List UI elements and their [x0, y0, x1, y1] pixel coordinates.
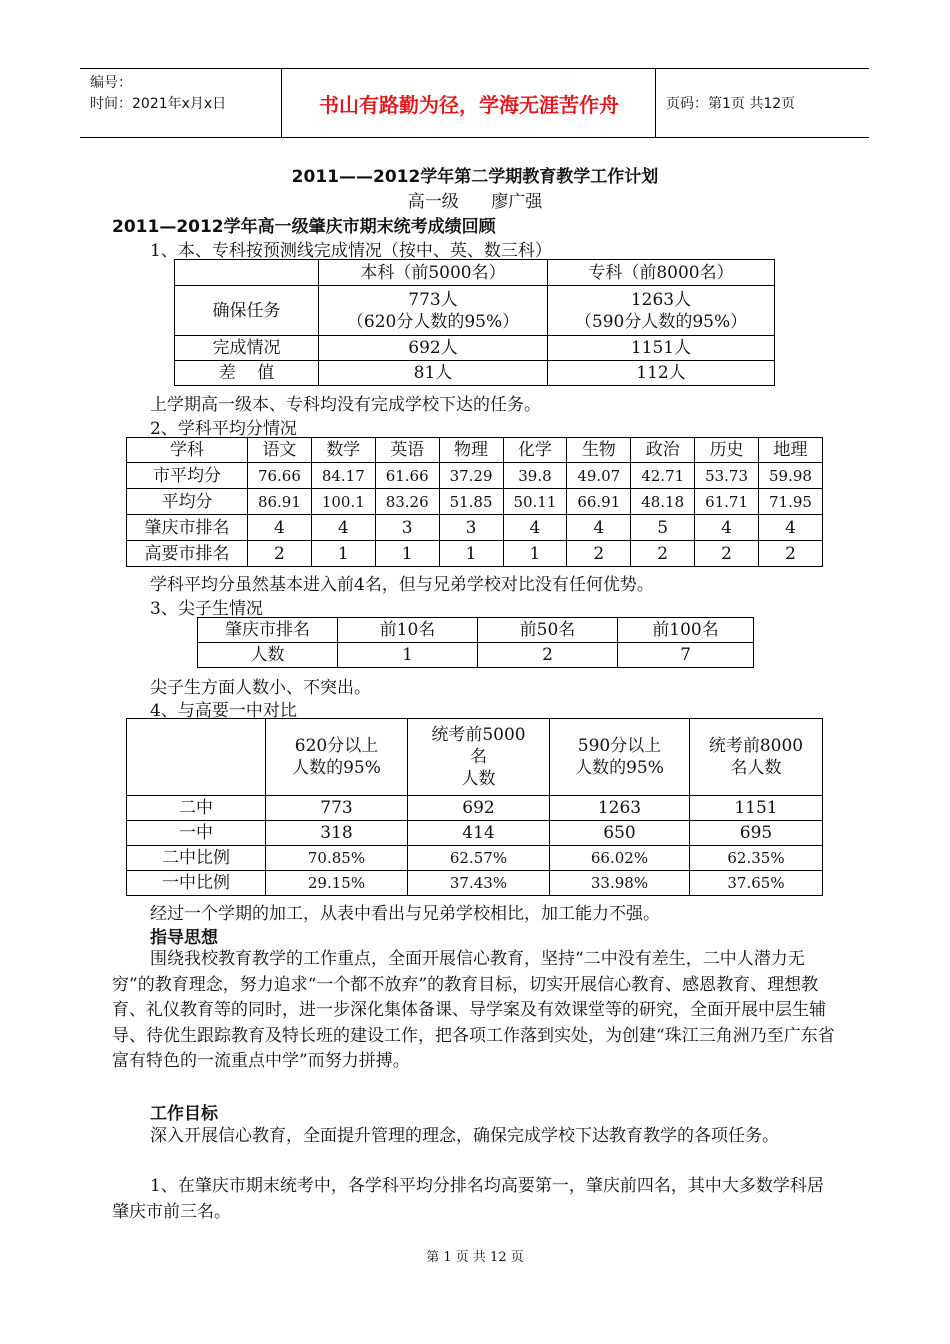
table-row [127, 871, 823, 896]
s3-head-cell: 肇庆市排名 [198, 618, 338, 643]
s4-cell: 33.98% [550, 871, 690, 896]
s4-row-label: 一中比例 [127, 871, 266, 896]
s4-table [126, 718, 823, 896]
s4-heading: 4、与高要一中对比 [150, 701, 297, 721]
s4-cell: 695 [690, 821, 823, 846]
s1-col1: 本科（前5000名） [319, 260, 548, 286]
s2-head-cell: 数学 [311, 438, 375, 463]
goal-heading: 工作目标 [150, 1104, 218, 1124]
s4-cell: 650 [550, 821, 690, 846]
s2-cell: 37.29 [439, 463, 503, 489]
goal-paragraph-2: 1、在肇庆市期末统考中，各学科平均分排名均高要第一，肇庆前四名，其中大多数学科居肇庆市前三名。 [112, 1176, 824, 1222]
header-meta [80, 69, 282, 137]
s2-cell: 2 [759, 541, 823, 567]
s2-cell: 4 [248, 515, 312, 541]
table-row [127, 846, 823, 871]
s2-cell: 71.95 [759, 489, 823, 515]
time-label: 时间：2021年x月x日 [90, 96, 227, 112]
s2-cell: 83.26 [375, 489, 439, 515]
s1-task2: 1263人 [630, 289, 692, 310]
s3-note: 尖子生方面人数小、不突出。 [150, 678, 371, 698]
s1-col2: 专科（前8000名） [548, 260, 775, 286]
s4-note: 经过一个学期的加工，从表中看出与兄弟学校相比，加工能力不强。 [150, 904, 660, 924]
s2-cell: 86.91 [248, 489, 312, 515]
section-review-heading: 2011—2012学年高一级肇庆市期末统考成绩回顾 [112, 217, 496, 237]
s1-row-diff: 差 值 [175, 361, 319, 386]
s4-cell: 37.43% [408, 871, 550, 896]
header-motto: 书山有路勤为径，学海无涯苦作舟 [283, 69, 656, 137]
code-label: 编号： [90, 75, 132, 91]
s4-row-label: 二中 [127, 796, 266, 821]
s2-head-cell: 生物 [567, 438, 631, 463]
document-subtitle: 高一级 廖广强 [407, 192, 543, 212]
s2-head-cell: 历史 [695, 438, 759, 463]
s2-cell: 61.71 [695, 489, 759, 515]
s1-note: 上学期高一级本、专科均没有完成学校下达的任务。 [150, 395, 541, 415]
s1-task1-cell [319, 286, 548, 336]
s1-task1-note: （620分人数的95%） [346, 311, 520, 332]
s3-head-cell: 前50名 [478, 618, 618, 643]
s2-row-label: 高要市排名 [127, 541, 248, 567]
page-footer: 第 1 页 共 12 页 [426, 1250, 524, 1265]
s2-cell: 100.1 [311, 489, 375, 515]
s2-cell: 3 [439, 515, 503, 541]
s4-cell: 29.15% [266, 871, 408, 896]
s4-head-620 [266, 719, 408, 796]
s2-cell: 3 [375, 515, 439, 541]
s2-head-cell: 化学 [503, 438, 567, 463]
s4-cell: 62.35% [690, 846, 823, 871]
s4-head-text: 统考前8000 [708, 736, 804, 756]
s2-cell: 1 [311, 541, 375, 567]
s1-diff1: 81人 [319, 361, 548, 386]
table-row [127, 515, 823, 541]
document-title: 2011——2012学年第二学期教育教学工作计划 [291, 167, 659, 187]
s3-cell: 1 [338, 643, 478, 668]
header-page-info: 页码：第1页 共12页 [666, 96, 796, 112]
s3-table [197, 617, 754, 668]
s1-task1: 773人 [408, 289, 458, 310]
s1-task2-cell [548, 286, 775, 336]
goal-paragraph-1: 深入开展信心教育，全面提升管理的理念，确保完成学校下达教育教学的各项任务。 [150, 1126, 779, 1146]
s1-task2-note: （590分人数的95%） [574, 311, 748, 332]
s2-head-cell: 语文 [248, 438, 312, 463]
s3-cell: 7 [618, 643, 754, 668]
s4-head-text: 统考前5000 [431, 725, 526, 745]
s3-heading: 3、尖子生情况 [150, 599, 263, 619]
s4-head-text: 人数的95% [575, 758, 664, 778]
s2-cell: 84.17 [311, 463, 375, 489]
s2-cell: 4 [567, 515, 631, 541]
s2-table [126, 437, 823, 567]
s4-head-590 [550, 719, 690, 796]
s2-head-cell: 政治 [631, 438, 695, 463]
table-row [127, 821, 823, 846]
s1-table [174, 259, 775, 386]
s2-cell: 48.18 [631, 489, 695, 515]
s4-cell: 773 [266, 796, 408, 821]
s2-row-label: 平均分 [127, 489, 248, 515]
s4-head-text: 名 [470, 747, 487, 767]
s4-cell: 37.65% [690, 871, 823, 896]
s2-cell: 66.91 [567, 489, 631, 515]
s2-cell: 39.8 [503, 463, 567, 489]
s2-cell: 50.11 [503, 489, 567, 515]
s1-diff2: 112人 [548, 361, 775, 386]
s2-cell: 1 [503, 541, 567, 567]
s1-corner-cell [175, 260, 319, 286]
s2-cell: 2 [695, 541, 759, 567]
s4-corner-cell [127, 719, 266, 796]
s3-row-label: 人数 [198, 643, 338, 668]
s2-cell: 5 [631, 515, 695, 541]
s3-cell: 2 [478, 643, 618, 668]
s4-cell: 692 [408, 796, 550, 821]
s2-cell: 4 [503, 515, 567, 541]
s2-row-label: 市平均分 [127, 463, 248, 489]
s4-cell: 318 [266, 821, 408, 846]
s1-heading: 1、本、专科按预测线完成情况（按中、英、数三科） [150, 241, 552, 261]
guide-paragraph: 围绕我校教育教学的工作重点，全面开展信心教育，坚持“二中没有差生，二中人潜力无穷”的教育理念，努力追求“一个都不放弃”的教育目标，切实开展信心教育、感恩教育、理想教育、礼仪教育等的同时，进一步深化集体备课、导学案及有效课堂等的研究，全面开展中层生辅导、待优生跟踪教育及特长班的建设工作，把各项工作落到实处，为创建“珠江三角洲乃至广东省富有特色的一流重点中学”而努力拼搏。 [112, 949, 835, 1071]
table-row [198, 643, 754, 668]
s2-cell: 53.73 [695, 463, 759, 489]
s4-head-text: 620分以上 [294, 736, 379, 756]
table-row [127, 463, 823, 489]
s4-head-text: 人数的95% [292, 758, 381, 778]
table-row [127, 489, 823, 515]
s2-cell: 2 [248, 541, 312, 567]
s2-row-label: 肇庆市排名 [127, 515, 248, 541]
s4-cell: 1151 [690, 796, 823, 821]
s4-row-label: 一中 [127, 821, 266, 846]
s4-row-label: 二中比例 [127, 846, 266, 871]
s3-head-cell: 前10名 [338, 618, 478, 643]
s2-cell: 2 [567, 541, 631, 567]
s4-cell: 66.02% [550, 846, 690, 871]
s4-head-text: 人数 [461, 769, 496, 789]
table-row [127, 796, 823, 821]
s2-cell: 49.07 [567, 463, 631, 489]
s1-row-done: 完成情况 [175, 336, 319, 361]
s2-cell: 42.71 [631, 463, 695, 489]
s4-cell: 414 [408, 821, 550, 846]
s2-cell: 1 [375, 541, 439, 567]
s2-cell: 76.66 [248, 463, 312, 489]
s4-cell: 70.85% [266, 846, 408, 871]
s3-head-cell: 前100名 [618, 618, 754, 643]
s2-head-cell: 物理 [439, 438, 503, 463]
s4-cell: 1263 [550, 796, 690, 821]
s4-head-5000 [408, 719, 550, 796]
s2-cell: 4 [759, 515, 823, 541]
s2-head-cell: 地理 [759, 438, 823, 463]
s1-done1: 692人 [319, 336, 548, 361]
s2-cell: 1 [439, 541, 503, 567]
page-header [80, 68, 869, 138]
s4-head-text: 590分以上 [577, 736, 662, 756]
table-row [127, 541, 823, 567]
s2-cell: 59.98 [759, 463, 823, 489]
s2-cell: 2 [631, 541, 695, 567]
s1-done2: 1151人 [548, 336, 775, 361]
s2-note: 学科平均分虽然基本进入前4名，但与兄弟学校对比没有任何优势。 [150, 575, 654, 595]
s2-cell: 51.85 [439, 489, 503, 515]
s4-cell: 62.57% [408, 846, 550, 871]
guide-heading: 指导思想 [150, 928, 218, 948]
s4-head-text: 名人数 [730, 758, 782, 778]
s2-cell: 4 [695, 515, 759, 541]
s2-cell: 4 [311, 515, 375, 541]
s1-row-task: 确保任务 [175, 286, 319, 336]
s2-head-cell: 学科 [127, 438, 248, 463]
s2-head-cell: 英语 [375, 438, 439, 463]
s4-head-8000 [690, 719, 823, 796]
s2-cell: 61.66 [375, 463, 439, 489]
s2-heading: 2、学科平均分情况 [150, 419, 297, 439]
